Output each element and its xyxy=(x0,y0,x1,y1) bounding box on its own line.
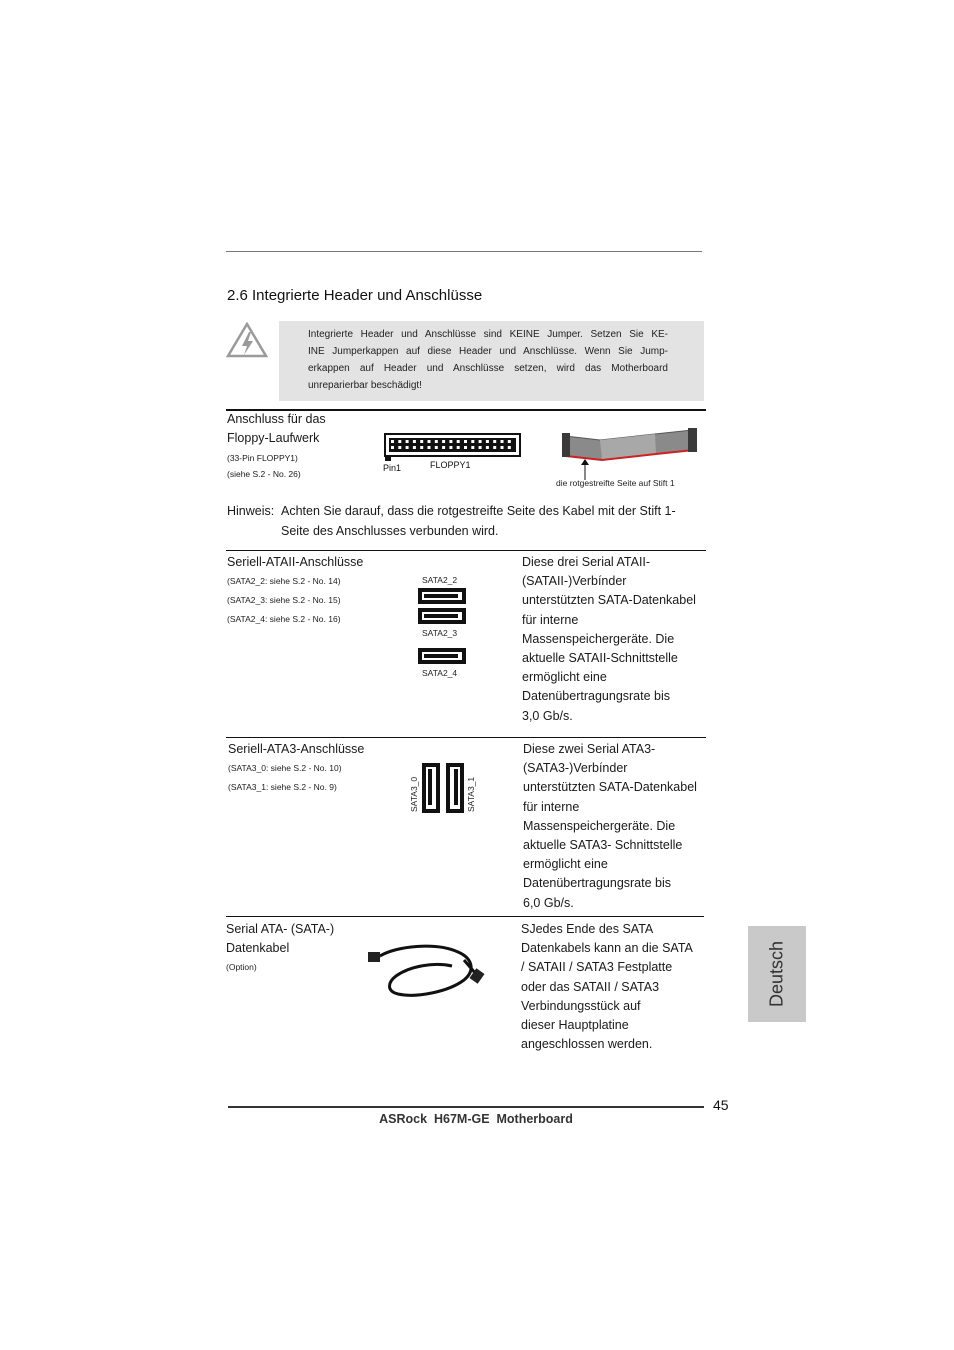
floppy-pin xyxy=(435,440,438,443)
warning-box xyxy=(279,321,704,401)
floppy-pin xyxy=(501,446,504,449)
sata-cable-image xyxy=(366,938,490,1002)
note-line: Achten Sie darauf, dass die rotgestreifte Seite des Kabel mit der Stift 1- xyxy=(281,504,676,518)
sata3-sub-line: (SATA3_0: siehe S.2 - No. 10) xyxy=(228,763,342,773)
cable-top-rule xyxy=(226,916,704,917)
floppy-pin1-label: Pin1 xyxy=(383,463,402,473)
floppy-pin xyxy=(508,440,511,443)
sata2-sub-line: (SATA2_3: siehe S.2 - No. 15) xyxy=(227,595,341,605)
floppy-pin xyxy=(501,440,504,443)
floppy-pin xyxy=(464,446,467,449)
floppy-connector-label: FLOPPY1 xyxy=(430,460,471,470)
cable-caption: die rotgestreifte Seite auf Stift 1 xyxy=(556,478,675,488)
sata3-desc-line: Datenübertragungsrate bis xyxy=(523,876,672,891)
sata2-port-label: SATA2_4 xyxy=(422,668,458,678)
sata3-top-rule xyxy=(226,737,706,738)
top-rule xyxy=(226,251,702,252)
floppy-pin xyxy=(449,446,452,449)
sata2-port-label: SATA2_3 xyxy=(422,628,458,638)
cable-desc-line: / SATAII / SATA3 Festplatte xyxy=(521,960,673,975)
floppy-pin xyxy=(406,440,409,443)
floppy-title-line: Floppy-Laufwerk xyxy=(227,431,320,446)
footer-rule xyxy=(228,1106,704,1108)
sata2-title: Seriell-ATAII-Anschlüsse xyxy=(227,555,364,569)
sata3-sub-line: (SATA3_1: siehe S.2 - No. 9) xyxy=(228,782,337,792)
floppy-pin xyxy=(398,446,401,449)
floppy-pin xyxy=(420,446,423,449)
sata2-port xyxy=(418,648,466,664)
note-label: Hinweis: xyxy=(227,504,275,518)
sata3-description xyxy=(523,740,697,913)
sata2-port xyxy=(418,588,466,604)
sata3-desc-line: unterstützten SATA-Datenkabel xyxy=(523,780,697,795)
floppy-pin xyxy=(391,446,394,449)
sata3-desc-line: 6,0 Gb/s. xyxy=(523,895,574,910)
floppy-pin xyxy=(479,440,482,443)
sata3-port xyxy=(446,763,464,813)
warning-icon xyxy=(226,322,268,358)
floppy-pin xyxy=(428,446,431,449)
warning-line: unreparierbar beschädigt! xyxy=(308,380,422,391)
sata3-port-label: SATA3_0 xyxy=(409,776,419,812)
floppy-pin xyxy=(479,446,482,449)
floppy-pin xyxy=(508,446,511,449)
floppy-pin xyxy=(457,446,460,449)
floppy-pin xyxy=(449,440,452,443)
floppy-pin xyxy=(493,446,496,449)
sata2-desc-line: ermöglicht eine xyxy=(522,670,607,685)
note-line: Seite des Anschlusses verbunden wird. xyxy=(281,524,499,538)
warning-text xyxy=(308,326,668,394)
floppy-connector-diagram xyxy=(382,432,524,474)
language-tab-label: Deutsch xyxy=(766,940,787,1008)
cable-desc-line: dieser Hauptplatine xyxy=(521,1018,629,1033)
floppy-pin xyxy=(398,440,401,443)
cable-desc-line: Verbindungsstück auf xyxy=(521,998,641,1013)
sata2-sub-line: (SATA2_4: siehe S.2 - No. 16) xyxy=(227,614,341,624)
sata3-sub xyxy=(228,759,342,797)
sata2-description xyxy=(522,553,696,726)
warning-line: INE Jumperkappen auf diese Header und Anschlüsse. Wenn Sie Jump- xyxy=(308,346,668,357)
floppy-pin xyxy=(413,440,416,443)
floppy-pin xyxy=(435,446,438,449)
floppy-pin xyxy=(471,446,474,449)
warning-line: erkappen auf Header und Anschlüsse setzen, wird das Motherboard xyxy=(308,363,668,374)
sata3-desc-line: Diese zwei Serial ATA3- xyxy=(523,742,656,756)
sata2-desc-line: 3,0 Gb/s. xyxy=(522,708,573,723)
floppy-pin xyxy=(406,446,409,449)
footer-title: ASRock H67M-GE Motherboard xyxy=(379,1112,573,1126)
floppy-pin xyxy=(420,440,423,443)
floppy-title-line: Anschluss für das xyxy=(227,412,326,426)
sata2-port xyxy=(418,608,466,624)
sata2-sub-line: (SATA2_2: siehe S.2 - No. 14) xyxy=(227,576,341,586)
page-number: 45 xyxy=(713,1097,729,1113)
sata2-desc-line: (SATAII-)Verbínder xyxy=(522,574,627,589)
sata3-port-label: SATA3_1 xyxy=(466,776,476,812)
floppy-pin xyxy=(471,440,474,443)
floppy-pin xyxy=(428,440,431,443)
floppy-pin xyxy=(457,440,460,443)
sata3-desc-line: Massenspeichergeräte. Die xyxy=(523,818,676,833)
floppy-pin xyxy=(493,440,496,443)
cable-desc-line: SJedes Ende des SATA xyxy=(521,922,654,936)
sata3-title: Seriell-ATA3-Anschlüsse xyxy=(228,742,365,756)
sata2-desc-line: unterstützten SATA-Datenkabel xyxy=(522,593,696,608)
sata3-desc-line: ermöglicht eine xyxy=(523,857,608,872)
cable-title-line: Serial ATA- (SATA-) xyxy=(226,922,335,936)
floppy-pin xyxy=(442,446,445,449)
section-title: 2.6 Integrierte Header und Anschlüsse xyxy=(227,287,483,304)
language-tab xyxy=(748,926,806,1022)
floppy-pin xyxy=(391,440,394,443)
cable-sub: (Option) xyxy=(226,962,257,972)
cable-desc-line: Datenkabels kann an die SATA xyxy=(521,941,693,956)
sata2-desc-line: Massenspeichergeräte. Die xyxy=(522,631,675,646)
floppy-pin xyxy=(442,440,445,443)
sata2-port-label: SATA2_2 xyxy=(422,575,458,585)
sata2-desc-line: Datenübertragungsrate bis xyxy=(522,689,671,704)
floppy-pin xyxy=(464,440,467,443)
cable-desc-line: oder das SATAII / SATA3 xyxy=(521,979,660,994)
cable-title-line: Datenkabel xyxy=(226,941,290,956)
floppy-sub xyxy=(227,450,301,482)
floppy-pin xyxy=(486,446,489,449)
sata2-desc-line: für interne xyxy=(522,612,579,627)
cable-description xyxy=(521,920,693,1054)
sata3-port xyxy=(422,763,440,813)
floppy-title xyxy=(227,410,326,448)
warning-line: Integrierte Header und Anschlüsse sind KEINE Jumper. Setzen Sie KE- xyxy=(308,329,668,340)
sata3-ports-diagram xyxy=(406,760,480,816)
sata2-top-rule xyxy=(226,550,706,551)
floppy-sub-line: (siehe S.2 - No. 26) xyxy=(227,469,301,479)
floppy-pin xyxy=(413,446,416,449)
cable-desc-line: angeschlossen werden. xyxy=(521,1037,653,1052)
note-text xyxy=(281,501,676,541)
floppy-sub-line: (33-Pin FLOPPY1) xyxy=(227,453,298,463)
sata2-desc-line: aktuelle SATAII-Schnittstelle xyxy=(522,651,678,666)
sata3-desc-line: für interne xyxy=(523,799,580,814)
sata2-desc-line: Diese drei Serial ATAII- xyxy=(522,555,651,569)
floppy-pin xyxy=(486,440,489,443)
sata3-desc-line: (SATA3-)Verbínder xyxy=(523,761,628,776)
cable-title xyxy=(226,920,334,958)
sata2-ports-diagram xyxy=(410,571,476,683)
sata2-sub xyxy=(227,572,341,629)
sata3-desc-line: aktuelle SATA3- Schnittstelle xyxy=(523,838,683,853)
